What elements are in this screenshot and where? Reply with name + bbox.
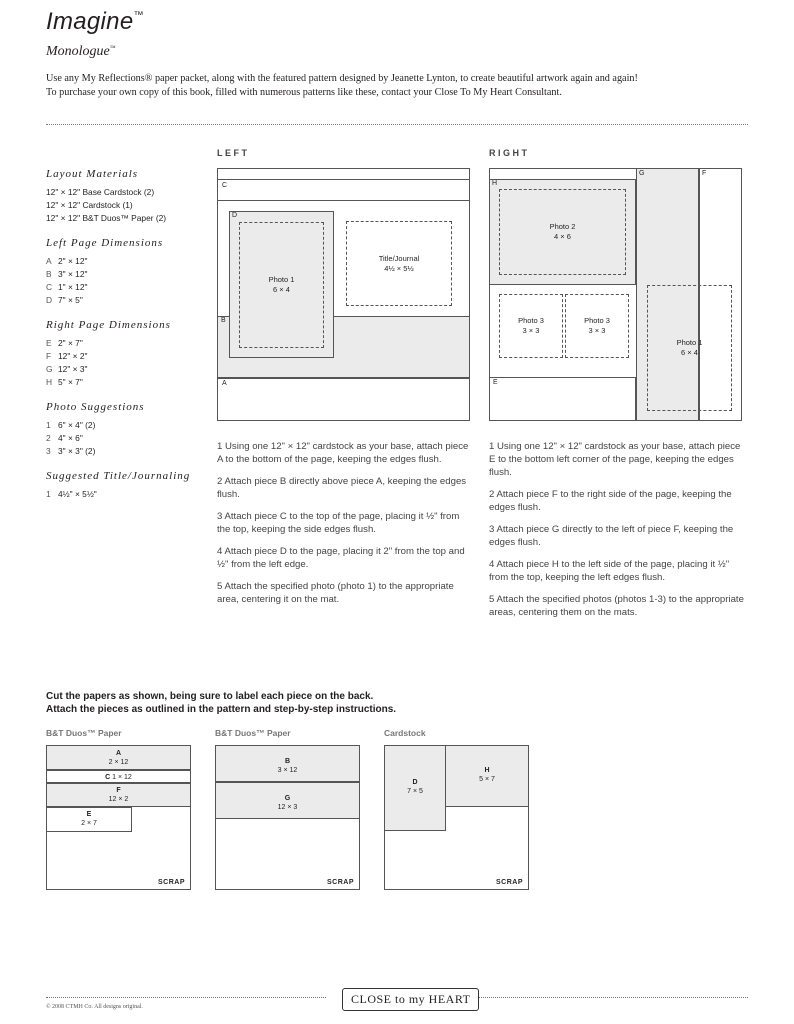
- left-dims-heading: Left Page Dimensions: [46, 237, 164, 249]
- step-item: 3 Attach piece C to the top of the page, placing it ½" from the top, keeping the side edges flush.: [217, 511, 460, 535]
- list-item: 3 3" × 3" (2): [46, 446, 96, 456]
- list-item: 12" × 12" Cardstock (1): [46, 200, 133, 210]
- photo-suggestions-list: [46, 419, 206, 458]
- label-d: D: [232, 212, 238, 219]
- step-item: 5 Attach the specified photos (photos 1-3) to the appropriate areas, centering them on the mats.: [489, 594, 744, 618]
- list-item: 12" × 12" Base Cardstock (2): [46, 187, 155, 197]
- step-item: 4 Attach piece D to the page, placing it 2" from the top and ½" from the left edge.: [217, 546, 465, 570]
- left-page-diagram: [217, 168, 470, 420]
- cut-piece-b: B 3 × 12: [215, 745, 360, 782]
- label-h: H: [492, 180, 498, 187]
- list-item: C 1" × 12": [46, 282, 88, 292]
- footer-divider-right: [466, 997, 748, 998]
- list-item: A 2" × 12": [46, 256, 88, 266]
- cutting-line-1: Cut the papers as shown, being sure to label each piece on the back.: [46, 691, 374, 702]
- photo-suggestions-heading: Photo Suggestions: [46, 401, 145, 413]
- label-b: B: [221, 317, 226, 324]
- list-item: H 5" × 7": [46, 377, 83, 387]
- sheet-2-heading: B&T Duos™ Paper: [215, 728, 291, 738]
- sheet-1-heading: B&T Duos™ Paper: [46, 728, 122, 738]
- title-journal-heading: Suggested Title/Journaling: [46, 470, 191, 482]
- list-item: 12" × 12" B&T Duos™ Paper (2): [46, 213, 167, 223]
- scrap-label: SCRAP: [326, 879, 354, 886]
- right-page-diagram: [489, 168, 742, 420]
- left-heading: LEFT: [217, 148, 250, 158]
- step-item: 1 Using one 12" × 12" cardstock as your base, attach piece E to the bottom left corner of the page, keeping the edges flush.: [489, 441, 741, 478]
- right-dims-list: [46, 337, 206, 389]
- piece-c: [217, 179, 470, 201]
- step-item: 4 Attach piece H to the left side of the page, placing it ½" from the top, keeping the left edges flush.: [489, 559, 730, 583]
- copyright: © 2008 CTMH Co. All designs original.: [46, 1004, 143, 1010]
- piece-e: [489, 377, 636, 421]
- photo-3b-placeholder: Photo 3 3 × 3: [565, 294, 629, 358]
- step-item: 2 Attach piece F to the right side of the page, keeping the edges flush.: [489, 489, 732, 513]
- list-item: 1 4½" × 5½": [46, 489, 97, 499]
- intro-line-1: Use any My Reflections® paper packet, along with the featured pattern designed by Jeanette Lynton, to create beautiful artwork again and again!: [46, 73, 638, 84]
- cut-piece-a: A 2 × 12: [46, 745, 191, 770]
- photo-1-placeholder: Photo 1 6 × 4: [239, 222, 324, 348]
- photo-1-placeholder: Photo 1 6 × 4: [647, 285, 732, 411]
- label-g: G: [639, 170, 645, 177]
- cut-piece-d: D 7 × 5: [384, 745, 446, 831]
- cut-piece-g: G 12 × 3: [215, 782, 360, 819]
- intro-line-2: To purchase your own copy of this book, filled with numerous patterns like these, contact your Close To My Heart Consultant.: [46, 87, 562, 98]
- list-item: E 2" × 7": [46, 338, 83, 348]
- list-item: D 7" × 5": [46, 295, 83, 305]
- label-f: F: [702, 170, 707, 177]
- cut-sheet-1: [46, 745, 191, 890]
- cut-sheet-2: [215, 745, 360, 890]
- brand-logo: CLOSE to my HEART: [342, 988, 479, 1011]
- label-a: A: [222, 380, 227, 387]
- cut-piece-f: F 12 × 2: [46, 783, 191, 807]
- photo-2-placeholder: Photo 2 4 × 6: [499, 189, 626, 275]
- cut-piece-e: E 2 × 7: [46, 807, 132, 832]
- photo-3a-placeholder: Photo 3 3 × 3: [499, 294, 563, 358]
- step-item: 3 Attach piece G directly to the left of piece F, keeping the edges flush.: [489, 524, 734, 548]
- list-item: B 3" × 12": [46, 269, 88, 279]
- list-item: 1 6" × 4" (2): [46, 420, 96, 430]
- list-item: 2 4" × 6": [46, 433, 83, 443]
- title-journal-list: [46, 488, 206, 501]
- title-journal-placeholder: Title/Journal 4½ × 5½: [346, 221, 452, 306]
- left-dims-list: [46, 255, 206, 307]
- right-dims-heading: Right Page Dimensions: [46, 319, 171, 331]
- step-item: 1 Using one 12" × 12" cardstock as your base, attach piece A to the bottom of the page, keeping the edges flush.: [217, 441, 469, 465]
- list-item: G 12" × 3": [46, 364, 88, 374]
- step-item: 2 Attach piece B directly above piece A, keeping the edges flush.: [217, 476, 467, 500]
- label-c: C: [222, 182, 228, 189]
- right-heading: RIGHT: [489, 148, 530, 158]
- scrap-label: SCRAP: [495, 879, 523, 886]
- header-divider: [46, 124, 748, 125]
- cut-piece-c: C 1 × 12: [46, 770, 191, 783]
- left-steps: [217, 440, 472, 615]
- cutting-instructions: [46, 690, 396, 716]
- step-item: 5 Attach the specified photo (photo 1) to the appropriate area, centering it on the mat.: [217, 581, 454, 605]
- cut-piece-h: H 5 × 7: [445, 745, 529, 807]
- page-subtitle: Monologue™: [46, 44, 116, 59]
- piece-a: [217, 378, 470, 421]
- label-e: E: [493, 379, 498, 386]
- intro-text: [46, 72, 756, 100]
- list-item: F 12" × 2": [46, 351, 88, 361]
- footer-divider-left: [46, 997, 326, 998]
- sidebar: [46, 168, 206, 501]
- layout-materials-list: [46, 186, 206, 225]
- right-steps: [489, 440, 744, 628]
- cutting-line-2: Attach the pieces as outlined in the pattern and step-by-step instructions.: [46, 704, 397, 715]
- cut-sheet-3: [384, 745, 529, 890]
- sheet-3-heading: Cardstock: [384, 728, 426, 738]
- layout-materials-heading: Layout Materials: [46, 168, 139, 180]
- page-title: Imagine™: [46, 8, 144, 35]
- scrap-label: SCRAP: [157, 879, 185, 886]
